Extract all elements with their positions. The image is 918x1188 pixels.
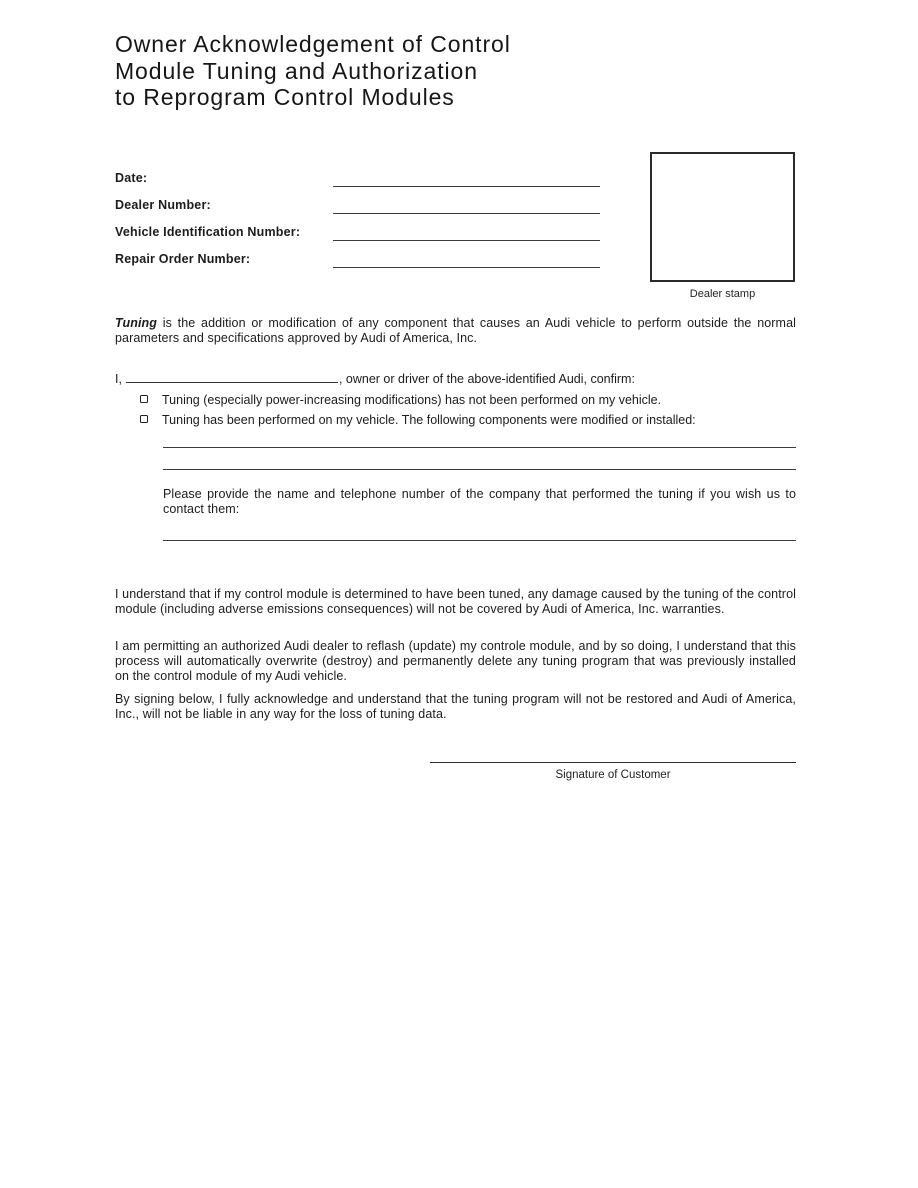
- liability-paragraph: By signing below, I fully acknowledge and understand that the tuning program will not be restored and Audi of America, Inc., will not be liable in any way for the loss of tuning data.: [115, 692, 796, 721]
- date-label: Date:: [115, 171, 148, 185]
- customer-signature-label: Signature of Customer: [555, 769, 671, 781]
- warranty-paragraph: I understand that if my control module is determined to have been tuned, any damage caused by the tuning of the control module (including adverse emissions consequences) will not be covered by Audi of America, Inc. warranties.: [115, 587, 796, 616]
- dealer-number-label: Dealer Number:: [115, 198, 211, 212]
- field-row-repair-order: [115, 241, 615, 268]
- dealer-stamp-label: Dealer stamp: [689, 288, 756, 300]
- field-row-vin: [115, 214, 615, 241]
- tuning-definition-text: is the addition or modification of any component that causes an Audi vehicle to perform outside the normal parameters and specifications approved by Audi of America, Inc.: [115, 316, 796, 345]
- repair-order-label: Repair Order Number:: [115, 252, 251, 266]
- tuning-definition-paragraph: [115, 316, 796, 346]
- owner-statement: [115, 369, 796, 387]
- option-no-tuning[interactable]: [115, 390, 796, 410]
- page-title-line-2: Module Tuning and Authorization: [115, 57, 478, 84]
- reflash-permission-paragraph: I am permitting an authorized Audi dealer to reflash (update) my controle module, and by so doing, I understand that this process will automatically overwrite (destroy) and permanently delete any tuning program that was previously installed on the control module of my Audi vehicle.: [115, 639, 796, 683]
- contact-input-line[interactable]: [163, 540, 796, 541]
- header-fields: [115, 160, 615, 268]
- option-tuning-performed-label: Tuning has been performed on my vehicle. The following components were modified or installed:: [162, 413, 696, 427]
- repair-order-input-line[interactable]: [333, 241, 600, 268]
- option-tuning-performed[interactable]: [115, 410, 796, 430]
- page-title-line-1: Owner Acknowledgement of Control: [115, 31, 511, 57]
- checkbox-no-tuning-icon[interactable]: [140, 395, 148, 403]
- vin-label: Vehicle Identification Number:: [115, 225, 301, 239]
- tuning-term: Tuning: [115, 316, 158, 330]
- vin-input-line[interactable]: [333, 214, 600, 241]
- date-input-line[interactable]: [333, 160, 600, 187]
- components-input-line-2[interactable]: [163, 469, 796, 470]
- page-title: [115, 31, 715, 111]
- contact-prompt-paragraph: Please provide the name and telephone number of the company that performed the tuning if you wish us to contact them:: [163, 487, 796, 516]
- owner-statement-prefix: I,: [115, 372, 122, 386]
- dealer-stamp-box[interactable]: [650, 152, 795, 282]
- owner-statement-suffix: , owner or driver of the above-identified Audi, confirm:: [338, 372, 635, 386]
- confirmation-options: [115, 390, 796, 430]
- owner-name-input-line[interactable]: [126, 369, 338, 383]
- components-input-line-1[interactable]: [163, 447, 796, 448]
- checkbox-tuning-performed-icon[interactable]: [140, 415, 148, 423]
- page-title-line-3: to Reprogram Control Modules: [115, 84, 455, 110]
- dealer-number-input-line[interactable]: [333, 187, 600, 214]
- field-row-date: [115, 160, 615, 187]
- field-row-dealer-number: [115, 187, 615, 214]
- customer-signature-line[interactable]: [430, 762, 796, 763]
- option-no-tuning-label: Tuning (especially power-increasing modifications) has not been performed on my vehicle.: [162, 393, 662, 407]
